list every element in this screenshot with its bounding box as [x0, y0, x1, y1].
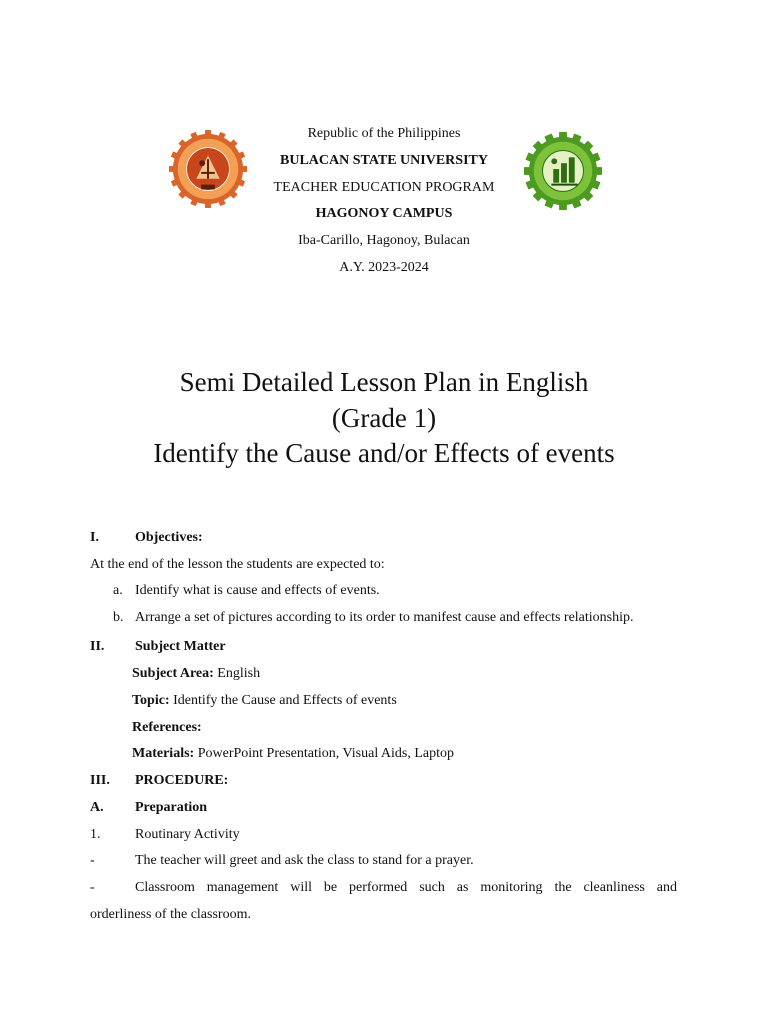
- field-label: Topic:: [132, 693, 170, 708]
- bullet-marker: -: [90, 880, 95, 895]
- word: Classroom: [135, 880, 195, 895]
- header-academic-year: A.Y. 2023-2024: [339, 259, 429, 275]
- field-value: English: [213, 666, 261, 681]
- word: will: [290, 880, 312, 895]
- step-number: 1.: [90, 827, 101, 842]
- section-heading: PROCEDURE:: [135, 773, 229, 788]
- field-label: Materials:: [132, 746, 195, 761]
- section-numeral: II.: [90, 639, 105, 654]
- subsection-title: Preparation: [135, 800, 208, 815]
- header-address: Iba-Carillo, Hagonoy, Bulacan: [298, 233, 470, 249]
- section-heading: Subject Matter: [135, 639, 226, 654]
- word: cleanliness: [583, 880, 645, 895]
- word: the: [554, 880, 572, 895]
- word: performed: [348, 880, 408, 895]
- subsection-letter: A.: [90, 800, 104, 815]
- word: and: [656, 880, 677, 895]
- word: monitoring: [480, 880, 543, 895]
- title-line-3: Identify the Cause and/or Effects of events: [153, 438, 615, 468]
- objectives-intro: At the end of the lesson the students are expected to:: [90, 557, 385, 572]
- list-marker: a.: [113, 583, 123, 598]
- materials-line: [132, 741, 454, 768]
- header-university: BULACAN STATE UNIVERSITY: [280, 152, 488, 168]
- topic-line: [132, 688, 397, 715]
- header-country: Republic of the Philippines: [307, 126, 461, 141]
- title-line-1: Semi Detailed Lesson Plan in English: [179, 367, 589, 397]
- field-value: Identify the Cause and Effects of events: [169, 693, 397, 708]
- word: be: [323, 880, 338, 895]
- section-numeral: I.: [90, 530, 99, 545]
- field-label: Subject Area:: [132, 666, 214, 681]
- field-value: PowerPoint Presentation, Visual Aids, Laptop: [194, 746, 455, 761]
- word: as: [456, 880, 469, 895]
- bullet-text-justified: [135, 875, 677, 902]
- section-heading: Objectives:: [135, 530, 203, 545]
- lesson-title: [0, 365, 768, 472]
- objective-item: Identify what is cause and effects of events.: [135, 583, 380, 598]
- header-program: TEACHER EDUCATION PROGRAM: [273, 179, 495, 195]
- bullet-continuation: orderliness of the classroom.: [90, 907, 251, 922]
- bullet-marker: -: [90, 853, 95, 868]
- step-title: Routinary Activity: [135, 827, 240, 842]
- bullet-text: The teacher will greet and ask the class to stand for a prayer.: [135, 853, 474, 868]
- header-campus: HAGONOY CAMPUS: [315, 206, 453, 222]
- objective-item: Arrange a set of pictures according to its order to manifest cause and effects relationship.: [135, 610, 634, 625]
- word: management: [206, 880, 279, 895]
- subject-area-line: [132, 661, 260, 688]
- word: such: [419, 880, 445, 895]
- references-label: References:: [132, 720, 202, 735]
- title-line-2: (Grade 1): [331, 402, 437, 433]
- section-numeral: III.: [90, 773, 110, 788]
- document-header: [180, 121, 588, 282]
- list-marker: b.: [113, 610, 124, 625]
